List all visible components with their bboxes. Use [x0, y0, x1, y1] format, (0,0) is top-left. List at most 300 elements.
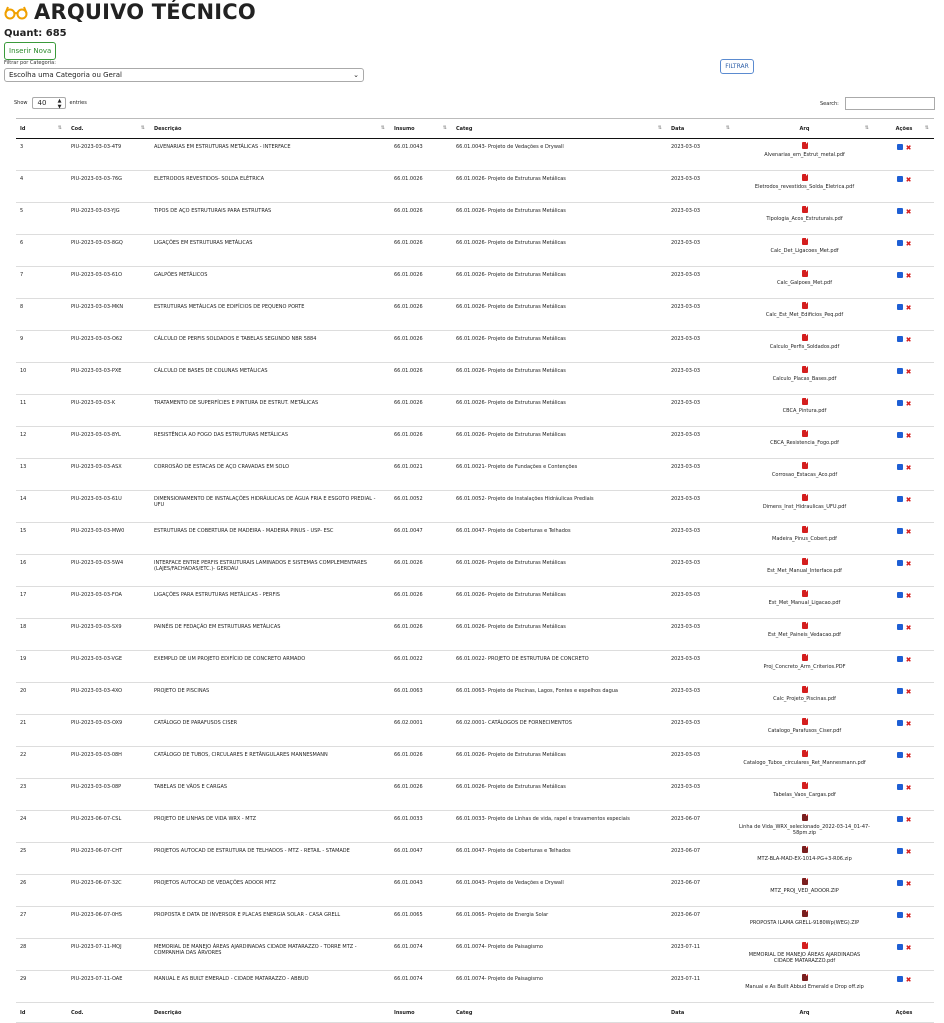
column-header-id[interactable]	[16, 1003, 67, 1023]
cell-categ: 66.01.0026- Projeto de Estruturas Metálicas	[452, 587, 667, 619]
delete-icon[interactable]: ✖	[905, 848, 912, 856]
pdf-file-icon[interactable]	[802, 526, 808, 533]
cell-insumo: 66.01.0026	[390, 171, 452, 203]
table-row	[16, 907, 934, 939]
cell-descricao: ESTRUTURAS METÁLICAS DE EDIFÍCIOS DE PEQUENO PORTE	[150, 299, 390, 331]
cell-acoes	[874, 363, 934, 395]
sort-icon[interactable]: ⇅	[57, 125, 62, 131]
edit-icon[interactable]	[897, 720, 903, 726]
files-table	[16, 118, 934, 1023]
file-link[interactable]: Manual e As Built Abbud Emerald e Drop off.zip	[745, 984, 864, 990]
cell-categ: 66.01.0065- Projeto de Energia Solar	[452, 907, 667, 939]
cell-descricao: CÁLCULO DE PERFIS SOLDADOS E TABELAS SEGUNDO NBR 5884	[150, 331, 390, 363]
cell-data: 2023-03-03	[667, 491, 735, 523]
table-row	[16, 331, 934, 363]
cell-insumo: 66.01.0026	[390, 747, 452, 779]
sort-icon[interactable]: ⇅	[657, 125, 662, 131]
cell-id: 16	[16, 555, 67, 587]
cell-id: 26	[16, 875, 67, 907]
cell-categ: 66.01.0026- Projeto de Estruturas Metálicas	[452, 619, 667, 651]
column-header-insumo[interactable]	[390, 1003, 452, 1023]
column-header-arq[interactable]	[735, 119, 874, 139]
table-row	[16, 587, 934, 619]
edit-icon[interactable]	[897, 400, 903, 406]
cell-data: 2023-06-07	[667, 811, 735, 843]
cell-acoes	[874, 459, 934, 491]
file-link[interactable]: Catalogo_Tubos_circulares_Ret_Mannesmann.pdf	[743, 760, 866, 766]
delete-icon[interactable]: ✖	[905, 624, 912, 632]
delete-icon[interactable]: ✖	[905, 912, 912, 920]
sort-icon[interactable]: ⇅	[924, 125, 929, 131]
sort-icon[interactable]: ⇅	[442, 125, 447, 131]
cell-acoes	[874, 523, 934, 555]
cell-arq	[735, 555, 874, 587]
edit-icon[interactable]	[897, 592, 903, 598]
cell-insumo: 66.01.0026	[390, 427, 452, 459]
delete-icon[interactable]: ✖	[905, 272, 912, 280]
cell-insumo: 66.01.0043	[390, 875, 452, 907]
delete-icon[interactable]: ✖	[905, 400, 912, 408]
cell-acoes	[874, 843, 934, 875]
cell-arq	[735, 203, 874, 235]
pdf-file-icon[interactable]	[802, 750, 808, 757]
table-row	[16, 427, 934, 459]
cell-id: 11	[16, 395, 67, 427]
pdf-file-icon[interactable]	[802, 430, 808, 437]
cell-insumo: 66.01.0026	[390, 363, 452, 395]
file-link[interactable]: Calc_Galpoes_Met.pdf	[777, 280, 832, 286]
column-header-label: Id	[20, 1009, 26, 1016]
column-header-descricao[interactable]	[150, 119, 390, 139]
edit-icon[interactable]	[897, 752, 903, 758]
file-link[interactable]: PROPOSTA ILAMA GRELL-9180Wp(WEG).ZIP	[749, 920, 860, 926]
edit-icon[interactable]	[897, 240, 903, 246]
column-header-label: Descrição	[154, 1009, 182, 1016]
edit-icon[interactable]	[897, 912, 903, 918]
file-link[interactable]: Tipologia_Acos_Estruturais.pdf	[766, 216, 843, 222]
pdf-file-icon[interactable]	[802, 302, 808, 309]
edit-icon[interactable]	[897, 784, 903, 790]
delete-icon[interactable]: ✖	[905, 528, 912, 536]
edit-icon[interactable]	[897, 528, 903, 534]
column-header-acoes[interactable]	[874, 119, 934, 139]
delete-icon[interactable]: ✖	[905, 656, 912, 664]
edit-icon[interactable]	[897, 208, 903, 214]
zip-file-icon[interactable]	[802, 910, 808, 917]
cell-descricao: ESTRUTURAS DE COBERTURA DE MADEIRA - MADEIRA PINUS - USP- ESC	[150, 523, 390, 555]
delete-icon[interactable]: ✖	[905, 784, 912, 792]
cell-acoes	[874, 715, 934, 747]
cell-insumo: 66.01.0026	[390, 395, 452, 427]
pdf-file-icon[interactable]	[802, 334, 808, 341]
column-header-label: Cod.	[71, 125, 84, 132]
cell-arq	[735, 331, 874, 363]
cell-id: 20	[16, 683, 67, 715]
zip-file-icon[interactable]	[802, 878, 808, 885]
table-row	[16, 715, 934, 747]
filter-button[interactable]: FILTRAR	[720, 59, 754, 74]
delete-icon[interactable]: ✖	[905, 976, 912, 984]
cell-descricao: MEMORIAL DE MANEJO ÁREAS AJARDINADAS CIDADE MATARAZZO - TORRE MTZ - COMPANHIA DAS ÁRVORES	[150, 939, 390, 971]
cell-insumo: 66.01.0063	[390, 683, 452, 715]
cell-arq	[735, 523, 874, 555]
table-row	[16, 939, 934, 971]
cell-cod: PIU-2023-03-03-61U	[67, 491, 150, 523]
file-link[interactable]: MTZ_PROJ_VED_ADOOR.ZIP	[770, 888, 839, 894]
pdf-file-icon[interactable]	[802, 718, 808, 725]
chevron-down-icon: ⌄	[353, 71, 359, 79]
stepper-arrows-icon[interactable]: ▲ ▼	[57, 98, 62, 110]
table-row	[16, 651, 934, 683]
delete-icon[interactable]: ✖	[905, 368, 912, 376]
cell-cod: PIU-2023-07-11-OAE	[67, 971, 150, 1003]
cell-descricao: ALVENARIAS EM ESTRUTURAS METÁLICAS - INTERFACE	[150, 139, 390, 171]
cell-id: 25	[16, 843, 67, 875]
cell-arq	[735, 139, 874, 171]
column-header-id[interactable]	[16, 119, 67, 139]
cell-cod: PIU-2023-03-03-VGE	[67, 651, 150, 683]
cell-id: 29	[16, 971, 67, 1003]
file-link[interactable]: Catalogo_Parafusos_Ciser.pdf	[767, 728, 842, 734]
cell-arq	[735, 587, 874, 619]
column-header-categ[interactable]	[452, 119, 667, 139]
zip-file-icon[interactable]	[802, 846, 808, 853]
search-label: Search:	[820, 100, 839, 107]
cell-id: 9	[16, 331, 67, 363]
cell-descricao: DIMENSIONAMENTO DE INSTALAÇÕES HIDRÁULICAS DE ÁGUA FRIA E ESGOTO PREDIAL - UFU	[150, 491, 390, 523]
file-link[interactable]: Eletrodos_revestidos_Solda_Eletrica.pdf	[754, 184, 855, 190]
cell-data: 2023-07-11	[667, 939, 735, 971]
pdf-file-icon[interactable]	[802, 366, 808, 373]
file-link[interactable]: Linha de Vida_WRX_selecionado_2022-03-14_01-47-58pm.zip	[739, 824, 870, 836]
column-header-cod[interactable]	[67, 119, 150, 139]
cell-descricao: TRATAMENTO DE SUPERFÍCIES E PINTURA DE ESTRUT. METÁLICAS	[150, 395, 390, 427]
cell-id: 3	[16, 139, 67, 171]
cell-categ: 66.01.0026- Projeto de Estruturas Metálicas	[452, 267, 667, 299]
table-row	[16, 139, 934, 171]
cell-data: 2023-03-03	[667, 267, 735, 299]
pdf-file-icon[interactable]	[802, 206, 808, 213]
edit-icon[interactable]	[897, 816, 903, 822]
pdf-file-icon[interactable]	[802, 270, 808, 277]
edit-icon[interactable]	[897, 944, 903, 950]
table-row	[16, 747, 934, 779]
pdf-file-icon[interactable]	[802, 590, 808, 597]
cell-categ: 66.01.0026- Projeto de Estruturas Metálicas	[452, 395, 667, 427]
cell-id: 13	[16, 459, 67, 491]
delete-icon[interactable]: ✖	[905, 688, 912, 696]
pdf-file-icon[interactable]	[802, 238, 808, 245]
cell-descricao: CORROSÃO DE ESTACAS DE AÇO CRAVADAS EM SOLO	[150, 459, 390, 491]
column-header-descricao[interactable]	[150, 1003, 390, 1023]
cell-categ: 66.01.0026- Projeto de Estruturas Metálicas	[452, 427, 667, 459]
column-header-label: Insumo	[394, 125, 415, 132]
pdf-file-icon[interactable]	[802, 398, 808, 405]
cell-arq	[735, 779, 874, 811]
cell-arq	[735, 747, 874, 779]
cell-arq	[735, 459, 874, 491]
file-link[interactable]: Calc_Projeto_Piscinas.pdf	[773, 696, 836, 702]
zip-file-icon[interactable]	[802, 974, 808, 981]
pdf-file-icon[interactable]	[802, 558, 808, 565]
cell-descricao: RESISTÊNCIA AO FOGO DAS ESTRUTURAS METÁLICAS	[150, 427, 390, 459]
delete-icon[interactable]: ✖	[905, 464, 912, 472]
page-length-value: 40	[37, 99, 47, 107]
cell-id: 17	[16, 587, 67, 619]
column-header-acoes[interactable]	[874, 1003, 934, 1023]
delete-icon[interactable]: ✖	[905, 752, 912, 760]
delete-icon[interactable]: ✖	[905, 304, 912, 312]
table-row	[16, 619, 934, 651]
cell-insumo: 66.01.0026	[390, 779, 452, 811]
edit-icon[interactable]	[897, 976, 903, 982]
delete-icon[interactable]: ✖	[905, 208, 912, 216]
category-select[interactable]	[4, 68, 364, 82]
cell-arq	[735, 875, 874, 907]
cell-acoes	[874, 555, 934, 587]
cell-cod: PIU-2023-06-07-0HS	[67, 907, 150, 939]
cell-id: 23	[16, 779, 67, 811]
cell-categ: 66.01.0047- Projeto de Coberturas e Telhados	[452, 843, 667, 875]
sort-icon[interactable]: ⇅	[864, 125, 869, 131]
column-header-label: Cod.	[71, 1009, 84, 1016]
cell-acoes	[874, 171, 934, 203]
delete-icon[interactable]: ✖	[905, 880, 912, 888]
cell-data: 2023-03-03	[667, 651, 735, 683]
cell-acoes	[874, 939, 934, 971]
file-link[interactable]: Dimens_Inst_Hidraulicas_UFU.pdf	[762, 504, 847, 510]
edit-icon[interactable]	[897, 464, 903, 470]
file-link[interactable]: Tabelas_Vaos_Cargas.pdf	[773, 792, 836, 798]
cell-cod: PIU-2023-03-03-O62	[67, 331, 150, 363]
cell-id: 24	[16, 811, 67, 843]
file-link[interactable]: Proj_Concreto_Arm_Criterios.PDF	[763, 664, 846, 670]
cell-acoes	[874, 267, 934, 299]
file-link[interactable]: MTZ-BLA-MAD-EX-1014-PG+3-R06.zip	[757, 856, 852, 862]
pdf-file-icon[interactable]	[802, 142, 808, 149]
file-link[interactable]: MEMORIAL DE MANEJO ÁREAS AJARDINADAS CIDADE MATARAZZO.pdf	[748, 952, 861, 964]
cell-descricao: TABELAS DE VÃOS E CARGAS	[150, 779, 390, 811]
cell-data: 2023-03-03	[667, 587, 735, 619]
file-link[interactable]: Est_Met_Manual_Interface.pdf	[767, 568, 842, 574]
cell-cod: PIU-2023-03-03-YJG	[67, 203, 150, 235]
sort-icon[interactable]: ⇅	[380, 125, 385, 131]
column-header-insumo[interactable]	[390, 119, 452, 139]
cell-acoes	[874, 491, 934, 523]
edit-icon[interactable]	[897, 144, 903, 150]
cell-id: 15	[16, 523, 67, 555]
cell-descricao: LIGAÇÕES EM ESTRUTURAS METÁLICAS	[150, 235, 390, 267]
sort-icon[interactable]: ⇅	[725, 125, 730, 131]
column-header-label: Data	[671, 125, 685, 132]
pdf-file-icon[interactable]	[802, 494, 808, 501]
column-header-label: Categ	[456, 125, 473, 132]
cell-cod: PIU-2023-03-03-SX9	[67, 619, 150, 651]
cell-acoes	[874, 907, 934, 939]
cell-cod: PIU-2023-03-03-MW0	[67, 523, 150, 555]
edit-icon[interactable]	[897, 880, 903, 886]
cell-insumo: 66.01.0033	[390, 811, 452, 843]
file-link[interactable]: Calc_Est_Met_Edificios_Peq.pdf	[765, 312, 844, 318]
delete-icon[interactable]: ✖	[905, 240, 912, 248]
cell-data: 2023-03-03	[667, 331, 735, 363]
cell-id: 8	[16, 299, 67, 331]
cell-acoes	[874, 427, 934, 459]
edit-icon[interactable]	[897, 304, 903, 310]
file-link[interactable]: CBCA_Pintura.pdf	[782, 408, 827, 414]
delete-icon[interactable]: ✖	[905, 336, 912, 344]
cell-data: 2023-03-03	[667, 555, 735, 587]
page-length-stepper[interactable]	[32, 97, 66, 109]
cell-descricao: ELETRODOS REVESTIDOS- SOLDA ELÉTRICA	[150, 171, 390, 203]
cell-descricao: PROJETOS AUTOCAD DE ESTRUTURA DE TELHADOS - MTZ - RETAIL - STAMADE	[150, 843, 390, 875]
cell-acoes	[874, 651, 934, 683]
cell-cod: PIU-2023-03-03-8YL	[67, 427, 150, 459]
pdf-file-icon[interactable]	[802, 462, 808, 469]
delete-icon[interactable]: ✖	[905, 432, 912, 440]
cell-descricao: PROJETOS AUTOCAD DE VEDAÇÕES ADOOR MTZ	[150, 875, 390, 907]
sort-icon[interactable]: ⇅	[140, 125, 145, 131]
file-link[interactable]: CBCA_Resistencia_Fogo.pdf	[770, 440, 839, 446]
cell-acoes	[874, 779, 934, 811]
cell-data: 2023-03-03	[667, 171, 735, 203]
file-link[interactable]: Est_Met_Manual_Ligacao.pdf	[768, 600, 841, 606]
cell-id: 12	[16, 427, 67, 459]
cell-acoes	[874, 203, 934, 235]
cell-cod: PIU-2023-03-03-5W4	[67, 555, 150, 587]
table-row	[16, 299, 934, 331]
cell-data: 2023-03-03	[667, 683, 735, 715]
file-link[interactable]: Calculo_Perfis_Soldados.pdf	[769, 344, 840, 350]
edit-icon[interactable]	[897, 656, 903, 662]
cell-categ: 66.01.0074- Projeto de Paisagismo	[452, 939, 667, 971]
edit-icon[interactable]	[897, 496, 903, 502]
pdf-file-icon[interactable]	[802, 942, 808, 949]
cell-insumo: 66.01.0026	[390, 267, 452, 299]
cell-arq	[735, 491, 874, 523]
cell-cod: PIU-2023-03-03-4XO	[67, 683, 150, 715]
cell-arq	[735, 171, 874, 203]
cell-insumo: 66.01.0026	[390, 299, 452, 331]
cell-categ: 66.01.0026- Projeto de Estruturas Metálicas	[452, 363, 667, 395]
edit-icon[interactable]	[897, 368, 903, 374]
search-input[interactable]	[845, 97, 935, 110]
delete-icon[interactable]: ✖	[905, 720, 912, 728]
pdf-file-icon[interactable]	[802, 174, 808, 181]
cell-cod: PIU-2023-06-07-32C	[67, 875, 150, 907]
edit-icon[interactable]	[897, 560, 903, 566]
delete-icon[interactable]: ✖	[905, 944, 912, 952]
cell-cod: PIU-2023-03-03-OX9	[67, 715, 150, 747]
edit-icon[interactable]	[897, 176, 903, 182]
cell-arq	[735, 299, 874, 331]
table-row	[16, 363, 934, 395]
cell-descricao: GALPÕES METÁLICOS	[150, 267, 390, 299]
pdf-file-icon[interactable]	[802, 782, 808, 789]
delete-icon[interactable]: ✖	[905, 816, 912, 824]
delete-icon[interactable]: ✖	[905, 592, 912, 600]
edit-icon[interactable]	[897, 688, 903, 694]
file-link[interactable]: Calculo_Placas_Bases.pdf	[772, 376, 837, 382]
delete-icon[interactable]: ✖	[905, 144, 912, 152]
file-link[interactable]: Madeira_Pinus_Cobert.pdf	[772, 536, 837, 542]
cell-descricao: CATÁLOGO DE PARAFUSOS CISER	[150, 715, 390, 747]
file-link[interactable]: Alvenarias_em_Estrut_metal.pdf	[764, 152, 845, 158]
cell-cod: PIU-2023-03-03-PXE	[67, 363, 150, 395]
table-row	[16, 235, 934, 267]
cell-descricao: CATÁLOGO DE TUBOS, CIRCULARES E RETÂNGULARES MANNESMANN	[150, 747, 390, 779]
cell-cod: PIU-2023-03-03-61O	[67, 267, 150, 299]
cell-insumo: 66.02.0001	[390, 715, 452, 747]
delete-icon[interactable]: ✖	[905, 176, 912, 184]
column-header-label: Categ	[456, 1009, 473, 1016]
column-header-categ[interactable]	[452, 1003, 667, 1023]
column-header-data[interactable]	[667, 119, 735, 139]
edit-icon[interactable]	[897, 624, 903, 630]
table-search	[820, 97, 935, 110]
delete-icon[interactable]: ✖	[905, 496, 912, 504]
column-header-data[interactable]	[667, 1003, 735, 1023]
column-header-arq[interactable]	[735, 1003, 874, 1023]
cell-data: 2023-03-03	[667, 235, 735, 267]
cell-categ: 66.01.0026- Projeto de Estruturas Metálicas	[452, 203, 667, 235]
edit-icon[interactable]	[897, 272, 903, 278]
page-length-control	[14, 97, 87, 109]
cell-insumo: 66.01.0074	[390, 971, 452, 1003]
cell-arq	[735, 395, 874, 427]
cell-insumo: 66.01.0026	[390, 587, 452, 619]
page-header	[4, 0, 256, 24]
edit-icon[interactable]	[897, 848, 903, 854]
zip-file-icon[interactable]	[802, 814, 808, 821]
show-label: Show	[14, 100, 28, 106]
pdf-file-icon[interactable]	[802, 654, 808, 661]
cell-categ: 66.01.0043- Projeto de Vedações e Drywall	[452, 875, 667, 907]
insert-new-button[interactable]: Inserir Nova	[4, 42, 56, 60]
cell-data: 2023-06-07	[667, 843, 735, 875]
pdf-file-icon[interactable]	[802, 622, 808, 629]
cell-insumo: 66.01.0026	[390, 331, 452, 363]
cell-arq	[735, 811, 874, 843]
glasses-icon	[4, 3, 28, 21]
edit-icon[interactable]	[897, 432, 903, 438]
edit-icon[interactable]	[897, 336, 903, 342]
cell-arq	[735, 363, 874, 395]
file-link[interactable]: Corrosao_Estacas_Aco.pdf	[771, 472, 838, 478]
cell-id: 6	[16, 235, 67, 267]
cell-insumo: 66.01.0074	[390, 939, 452, 971]
table-row	[16, 811, 934, 843]
column-header-label: Data	[671, 1009, 685, 1016]
table-row	[16, 491, 934, 523]
file-link[interactable]: Calc_Det_Ligacoes_Met.pdf	[770, 248, 839, 254]
cell-id: 19	[16, 651, 67, 683]
cell-descricao: PROPOSTA E DATA DE INVERSOR E PLACAS ENERGIA SOLAR - CASA GRELL	[150, 907, 390, 939]
pdf-file-icon[interactable]	[802, 686, 808, 693]
delete-icon[interactable]: ✖	[905, 560, 912, 568]
cell-cod: PIU-2023-03-03-76G	[67, 171, 150, 203]
cell-acoes	[874, 875, 934, 907]
cell-arq	[735, 843, 874, 875]
category-select-value: Escolha uma Categoria ou Geral	[9, 71, 122, 79]
page-title: ARQUIVO TÉCNICO	[34, 0, 256, 24]
cell-id: 14	[16, 491, 67, 523]
column-header-cod[interactable]	[67, 1003, 150, 1023]
cell-insumo: 66.01.0065	[390, 907, 452, 939]
table-row	[16, 555, 934, 587]
record-count: Quant: 685	[4, 28, 67, 39]
file-link[interactable]: Est_Met_Paineis_Vedacao.pdf	[768, 632, 841, 638]
